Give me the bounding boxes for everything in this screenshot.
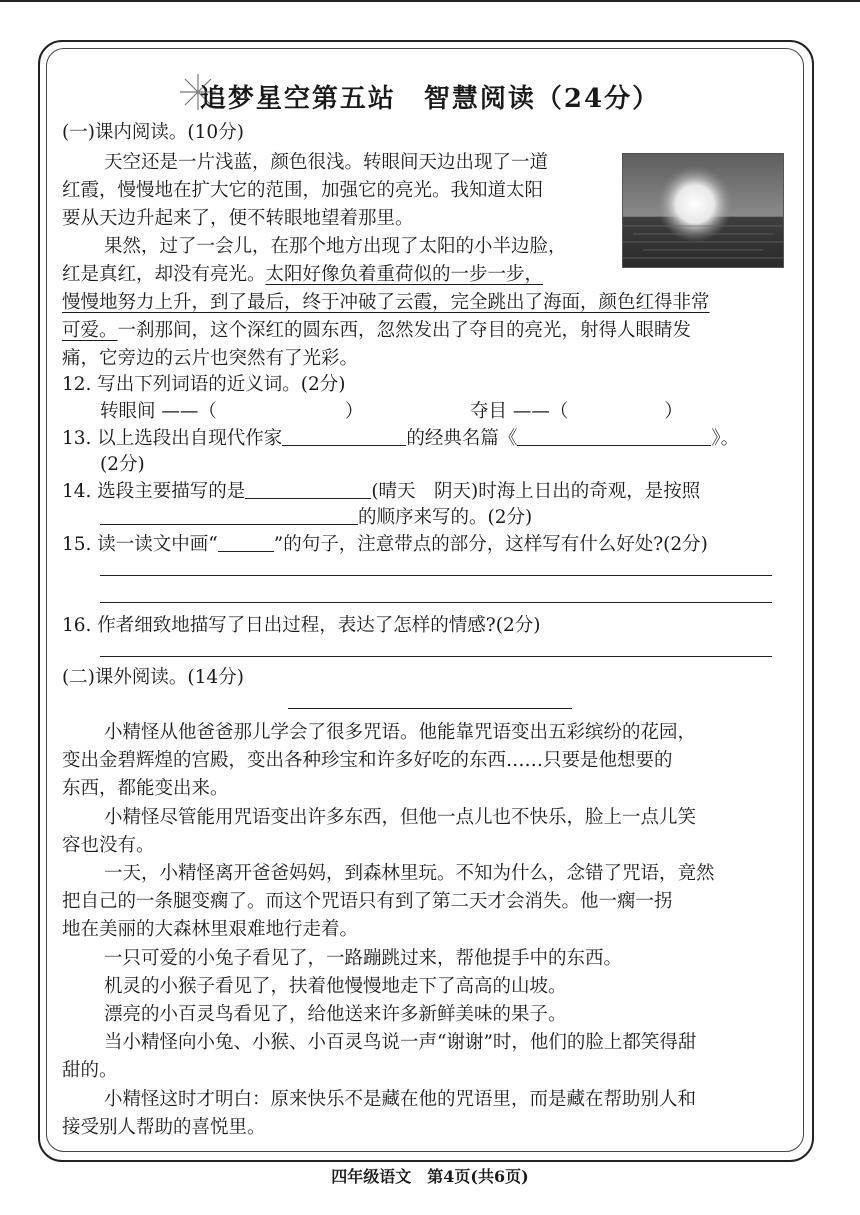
underlined-sentence: 太阳好像负着重荷似的一步一步， xyxy=(265,264,544,285)
story-line: 变出金碧辉煌的宫殿，变出各种珍宝和许多好吃的东西……只要是他想要的 xyxy=(62,750,673,772)
passage-text: 红是真红，却没有亮光。 xyxy=(62,264,266,285)
q13-text-c: 》。 xyxy=(711,428,740,449)
answer-line[interactable] xyxy=(100,656,772,657)
page-title: 追梦星空第五站 智慧阅读（24分） xyxy=(199,84,661,114)
answer-line[interactable] xyxy=(100,575,772,576)
passage2-line xyxy=(62,317,691,345)
question-12-item-a xyxy=(100,398,363,426)
q13-text-b: 的经典名篇《 xyxy=(406,428,518,449)
q15-text-a: 15. 读一读文中画“ xyxy=(62,534,218,555)
passage2-line: 痛，它旁边的云片也突然有了光彩。 xyxy=(62,348,359,369)
title-blank-line[interactable] xyxy=(288,708,572,709)
weather-blank[interactable] xyxy=(245,480,371,499)
story-line: 当小精怪向小兔、小猴、小百灵鸟说一声“谢谢”时，他们的脸上都笑得甜 xyxy=(104,1032,697,1054)
story-line: 把自己的一条腿变瘸了。而这个咒语只有到了第二天才会消失。他一瘸一拐 xyxy=(62,891,673,913)
page-top-rule xyxy=(0,0,860,2)
q12-paren-close: ） xyxy=(664,401,683,422)
q13-text-a: 13. 以上选段出自现代作家 xyxy=(62,428,283,449)
question-15 xyxy=(62,531,708,559)
section-1-heading: (一)课内阅读。(10分) xyxy=(62,122,244,143)
story-line: 容也没有。 xyxy=(62,834,155,856)
q14-text-c: 的顺序来写的。(2分) xyxy=(358,507,533,528)
q12-paren-close: ） xyxy=(344,401,364,422)
page-footer: 四年级语文 第4页(共6页) xyxy=(331,1167,529,1186)
passage1-line: 天空还是一片浅蓝，颜色很浅。转眼间天边出现了一道 xyxy=(104,152,549,173)
q14-text-b: (晴天 阴天)时海上日出的奇观，是按照 xyxy=(371,481,701,502)
story-line: 小精怪这时才明白：原来快乐不是藏在他的咒语里，而是藏在帮助别人和 xyxy=(104,1088,697,1110)
story-line: 甜的。 xyxy=(62,1060,118,1082)
passage1-line: 要从天边升起来了，便不转眼地望着那里。 xyxy=(62,208,414,229)
story-line: 一只可爱的小兔子看见了，一路蹦跳过来，帮他提手中的东西。 xyxy=(104,947,623,969)
question-14-cont xyxy=(100,504,532,532)
story-line: 地在美丽的大森林里艰难地行走着。 xyxy=(62,919,359,941)
question-12-item-b xyxy=(470,398,683,426)
q12-word-b: 夺目 ——（ xyxy=(470,401,569,422)
answer-line[interactable] xyxy=(100,602,772,603)
question-13-score: (2分) xyxy=(100,454,145,475)
underline-sample xyxy=(218,533,274,552)
story-line: 接受别人帮助的喜悦里。 xyxy=(62,1116,266,1138)
title-blank[interactable] xyxy=(517,427,711,446)
author-blank[interactable] xyxy=(282,427,406,446)
order-blank[interactable] xyxy=(100,506,358,525)
story-line: 机灵的小猴子看见了，扶着他慢慢地走下了高高的山坡。 xyxy=(104,975,567,997)
underlined-sentence: 可爱。 xyxy=(62,320,118,341)
question-12: 12. 写出下列词语的近义词。(2分) xyxy=(62,374,346,395)
underlined-sentence: 慢慢地努力上升，到了最后，终于冲破了云霞，完全跳出了海面，颜色红得非常 xyxy=(62,292,710,313)
question-13 xyxy=(62,425,739,453)
question-16: 16. 作者细致地描写了日出过程，表达了怎样的情感?(2分) xyxy=(62,615,541,636)
question-14 xyxy=(62,478,700,506)
q14-text-a: 14. 选段主要描写的是 xyxy=(62,481,246,502)
story-line: 小精怪从他爸爸那儿学会了很多咒语。他能靠咒语变出五彩缤纷的花园， xyxy=(104,722,697,743)
q15-text-b: ”的句子，注意带点的部分，这样写有什么好处?(2分) xyxy=(273,534,708,555)
story-line: 一天，小精怪离开爸爸妈妈，到森林里玩。不知为什么，念错了咒语，竟然 xyxy=(104,863,715,884)
q12-word-a: 转眼间 ——（ xyxy=(100,401,217,422)
passage2-line xyxy=(62,261,543,289)
passage-text: 一刹那间，这个深红的圆东西，忽然发出了夺目的亮光，射得人眼睛发 xyxy=(117,320,692,341)
passage1-line: 红霞，慢慢地在扩大它的范围，加强它的亮光。我知道太阳 xyxy=(62,180,544,201)
story-line: 漂亮的小百灵鸟看见了，给他送来许多新鲜美味的果子。 xyxy=(104,1004,567,1025)
story-line: 小精怪尽管能用咒语变出许多东西，但他一点儿也不快乐，脸上一点儿笑 xyxy=(104,806,697,828)
sunrise-sea-photo xyxy=(622,153,784,268)
passage2-line: 果然，过了一会儿，在那个地方出现了太阳的小半边脸， xyxy=(104,236,567,257)
story-line: 东西，都能变出来。 xyxy=(62,778,229,800)
section-2-heading: (二)课外阅读。(14分) xyxy=(62,667,244,688)
